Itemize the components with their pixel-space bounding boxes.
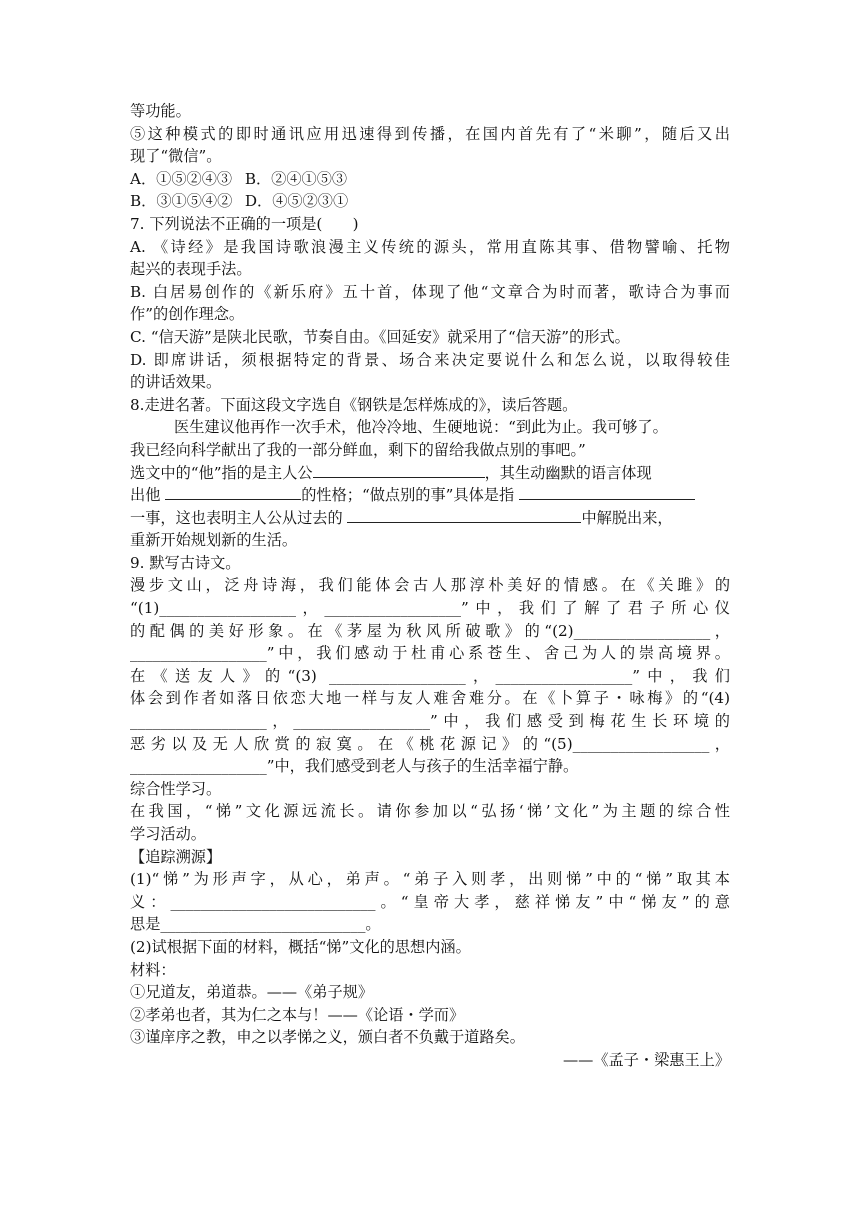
- text-line: 在《送友人》的“(3) __________________，__________________”中，我们: [130, 666, 730, 685]
- text-line: C. “信天游”是陕北民歌，节奏自由。《回延安》就采用了“信天游”的形式。: [130, 327, 630, 346]
- answer-blank[interactable]: [347, 507, 581, 523]
- text-line: ⑤这种模式的即时通讯应用迅速得到传播，在国内首先有了“米聊”，随后又出: [130, 124, 730, 143]
- option-row: [130, 168, 730, 191]
- quote-line: 我已经向科学献出了我的一部分鲜血，剩下的留给我做点别的事吧。”: [130, 440, 586, 459]
- fill-line: 一事，这也表明主人公从过去的 中解脱出来，: [130, 508, 673, 527]
- material-source: ——《孟子・梁惠王上》: [562, 1050, 730, 1069]
- text-line: D. 即席讲话，须根据特定的背景、场合来决定要说什么和怎么说，以取得较佳: [130, 350, 730, 369]
- option-b: B．②④①⑤③: [244, 169, 348, 188]
- answer-blank[interactable]: [519, 484, 695, 500]
- text-line: 恶劣以及无人欣赏的寂寞。在《桃花源记》的“(5)__________________，: [130, 734, 730, 753]
- text-line: “(1)__________________，__________________”中，我们了解了君子所心仪: [130, 599, 730, 618]
- text-line: B. 白居易创作的《新乐府》五十首，体现了他“文章合为时而著，歌诗合为事而: [130, 282, 730, 301]
- material-item: ③谨庠序之教，申之以孝悌之义，颁白者不负戴于道路矣。: [130, 1028, 525, 1047]
- question-stem: 7. 下列说法不正确的一项是( ): [130, 214, 359, 233]
- text-line: (1)“悌”为形声字，从心，弟声。“弟子入则孝，出则悌”中的“悌”取其本: [130, 870, 730, 889]
- text-line: __________________”中，我们感受到老人与孩子的生活幸福宁静。: [130, 757, 579, 776]
- text-line: 作”的创作理念。: [130, 305, 245, 324]
- text-line: 思是___________________________。: [130, 915, 381, 934]
- text-line: (2)试根据下面的材料，概括“悌”文化的思想内涵。: [130, 937, 471, 956]
- fill-line: 出他 的性格；“做点别的事”具体是指: [130, 484, 730, 507]
- answer-blank[interactable]: [165, 484, 301, 500]
- option-row: [130, 190, 730, 213]
- question-stem: 8.走进名著。下面这段文字选自《钢铁是怎样炼成的》，读后答题。: [130, 395, 578, 414]
- text-line: 的讲话效果。: [130, 373, 222, 392]
- document-page: [130, 100, 730, 1072]
- text-line: __________________”中，我们感动于杜甫心系苍生、舍己为人的崇高境界。: [130, 644, 730, 663]
- text-line: A. 《诗经》是我国诗歌浪漫主义传统的源头，常用直陈其事、借物譬喻、托物: [130, 237, 730, 256]
- text-line: 等功能。: [130, 102, 191, 120]
- text-line: 在我国，“悌”文化源远流长。请你参加以“弘扬‘悌’文化”为主题的综合性: [130, 802, 730, 821]
- text-line: 漫步文山，泛舟诗海，我们能体会古人那淳朴美好的情感。在《关雎》的: [130, 576, 730, 595]
- section-heading: 综合性学习。: [130, 779, 222, 798]
- option-d: D．④⑤②③①: [244, 192, 349, 211]
- text-line: 材料：: [130, 960, 176, 979]
- text-line: 重新开始规划新的生活。: [130, 531, 298, 550]
- material-item: ①兄道友，弟道恭。——《弟子规》: [130, 983, 373, 1002]
- text-line: 的配偶的美好形象。在《茅屋为秋风所破歌》的“(2)__________________，: [130, 621, 730, 640]
- question-stem: 9. 默写古诗文。: [130, 553, 241, 572]
- answer-blank[interactable]: [313, 462, 485, 478]
- text-line: 义：___________________________。“皇帝大孝，慈祥悌友”中“悌友”的意: [130, 892, 730, 911]
- text-line: __________________，__________________”中，我们感受到梅花生长环境的: [130, 712, 730, 731]
- option-a: A．①⑤②④③: [130, 169, 233, 188]
- subsection-heading: 【追踪溯源】: [130, 847, 222, 866]
- text-line: 学习活动。: [130, 825, 206, 843]
- material-item: ②孝弟也者，其为仁之本与！——《论语・学而》: [130, 1005, 465, 1024]
- quote-line: 医生建议他再作一次手术，他冷冷地、生硬地说：“到此为止。我可够了。: [174, 418, 668, 437]
- text-line: 体会到作者如落日依恋大地一样与友人难舍难分。在《卜算子・咏梅》的“(4): [130, 689, 730, 708]
- option-c: B．③①⑤④②: [130, 192, 233, 211]
- text-line: 起兴的表现手法。: [130, 260, 252, 279]
- text-line: 现了“微信”。: [130, 147, 222, 166]
- fill-line: 选文中的“他”指的是主人公 ，其生动幽默的语言体现: [130, 463, 652, 482]
